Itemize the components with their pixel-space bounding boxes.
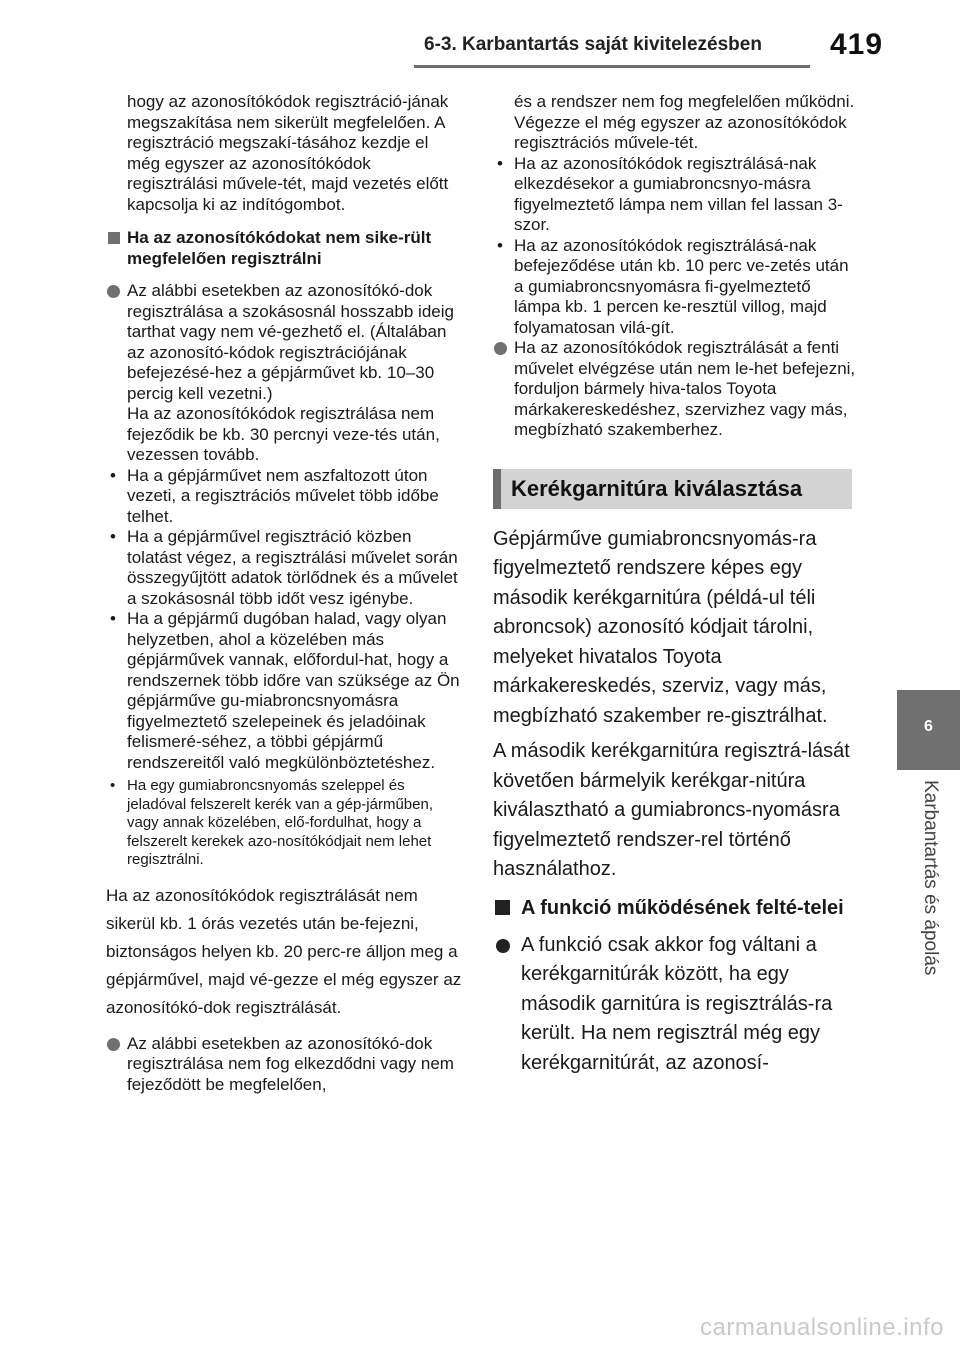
bullet-text: Ha az azonosítókódok regisztrálását a fenti művelet elvégzése után nem le-het befejezni, forduljon bármely hiva-talos Toyota márkakereskedéshez, szervizhez vagy más, megbízható szakemberhez. — [514, 338, 856, 439]
bullet-item — [106, 281, 466, 466]
heading-registration-failed: Ha az azonosítókódokat nem sike-rült megfelelően regisztrálni — [106, 227, 466, 269]
chapter-number: 6 — [924, 718, 933, 735]
chapter-label-box — [900, 780, 960, 1010]
left-column — [106, 92, 466, 1095]
sub-list-item: • Ha az azonosítókódok regisztrálásá-nak befejeződése után kb. 10 perc ve-zetés után a gumiabroncsnyomásra fi-gyelmeztető lámpa kb. 1 percen ke-resztül villog, majd folyamatosan vilá-gít. — [493, 236, 858, 339]
sub-list-item: • Ha a gépjárművel regisztráció közben tolatást végez, a regisztrálási művelet során összegyűjtött adatok törlődnek és a művelet a szokásosnál több időt vesz igénybe. — [106, 527, 466, 609]
bullet-text: Az alábbi esetekben az azonosítókó-dok regisztrálása a szokásosnál hosszabb ideig tarthat vagy nem vé-gezhető el. (Általában az azonosító-kódok regisztrációjának befejezésé-hez a gépjárművet kb. 10–30 percig kell vezetni.) — [127, 281, 454, 403]
sub-list-item: • Ha az azonosítókódok regisztrálásá-nak elkezdésekor a gumiabroncsnyo-másra figyelmeztető lámpa nem villan fel lassan 3-szor. — [493, 154, 858, 236]
bullet-text: Ha az azonosítókódok regisztrálása nem fejeződik be kb. 30 percnyi veze-tés után, vezessen tovább. — [127, 404, 440, 464]
heading-conditions: A funkció működésének felté-telei — [493, 893, 858, 923]
bullet-item — [493, 338, 858, 441]
right-column — [493, 92, 858, 1078]
chapter-label: Karbantartás és ápolás — [920, 780, 941, 976]
bullet-text: Az alábbi esetekben az azonosítókó-dok regisztrálása nem fog elkezdődni vagy nem fejeződött be megfelelően, — [127, 1033, 454, 1094]
intro-paragraph: hogy az azonosítókódok regisztráció-jának megszakítása nem sikerült megfelelően. A regisztráció megszakí-tásához kezdje el még egyszer az azonosítókódok regisztrálási művele-tét, majd vezetés előtt kapcsolja ki az indítógombot. — [127, 92, 449, 214]
watermark: carmanualsonline.info — [700, 1314, 944, 1341]
sub-list-item: • Ha a gépjárművet nem aszfaltozott úton vezeti, a regisztrációs művelet több időbe telhet. — [106, 466, 466, 528]
main-paragraph: Ha az azonosítókódok regisztrálását nem sikerül kb. 1 órás vezetés után be-fejezni, biztonságos helyen kb. 20 perc-re álljon meg a gépjárművel, majd vé-gezze el még egyszer az azonosítókó-dok regisztrálását. — [106, 885, 462, 1017]
section-title: 6-3. Karbantartás saját kivitelezésben — [424, 34, 762, 55]
page-number: 419 — [830, 28, 884, 61]
paragraph: A második kerékgarnitúra regisztrá-lását követően bármelyik kerékgar-nitúra kiválasztható a gumiabroncs-nyomásra figyelmeztető rendszer-rel történő használathoz. — [493, 740, 850, 880]
sub-list-item-small: • Ha egy gumiabroncsnyomás szeleppel és jeladóval felszerelt kerék van a gép-járműben, vagy annak közelében, elő-fordulhat, hogy a felszerelt kerekek azo-nosítókódjait nem lehet regisztrálni. — [106, 777, 466, 870]
sub-list-item: • Ha a gépjármű dugóban halad, vagy olyan helyzetben, ahol a közelében más gépjárművek vannak, előfordul-hat, hogy a rendszernek több időre van szüksége az Ön gépjárműve gu-miabroncsnyomásra figyelmeztető szelepeinek és jeladóinak felismeré-séhez, a többi gépjármű rendszereitől való megkülönböztetéshez. — [106, 609, 466, 773]
section-heading: Kerékgarnitúra kiválasztása — [493, 469, 852, 509]
header-rule — [414, 65, 810, 68]
continuation-paragraph: és a rendszer nem fog megfelelően működni. Végezze el még egyszer az azonosítókódok regisztrációs művele-tét. — [514, 92, 855, 152]
bullet-item — [106, 1034, 466, 1096]
bullet-text: A funkció csak akkor fog váltani a kerékgarnitúrák között, ha egy második garnitúra is regisztrálás-ra került. Ha nem regisztrál még egy kerékgarnitúrát, az azonosí- — [521, 933, 833, 1074]
paragraph: Gépjárműve gumiabroncsnyomás-ra figyelmeztető rendszere képes egy második kerékgarnitúra (példá-ul téli abroncsok) azonosító kódjait tárolni, melyeket hivatalos Toyota márkakereskedés, szerviz, vagy más, megbízható szakember re-gisztrálhat. — [493, 527, 828, 727]
bullet-item — [493, 931, 858, 1079]
